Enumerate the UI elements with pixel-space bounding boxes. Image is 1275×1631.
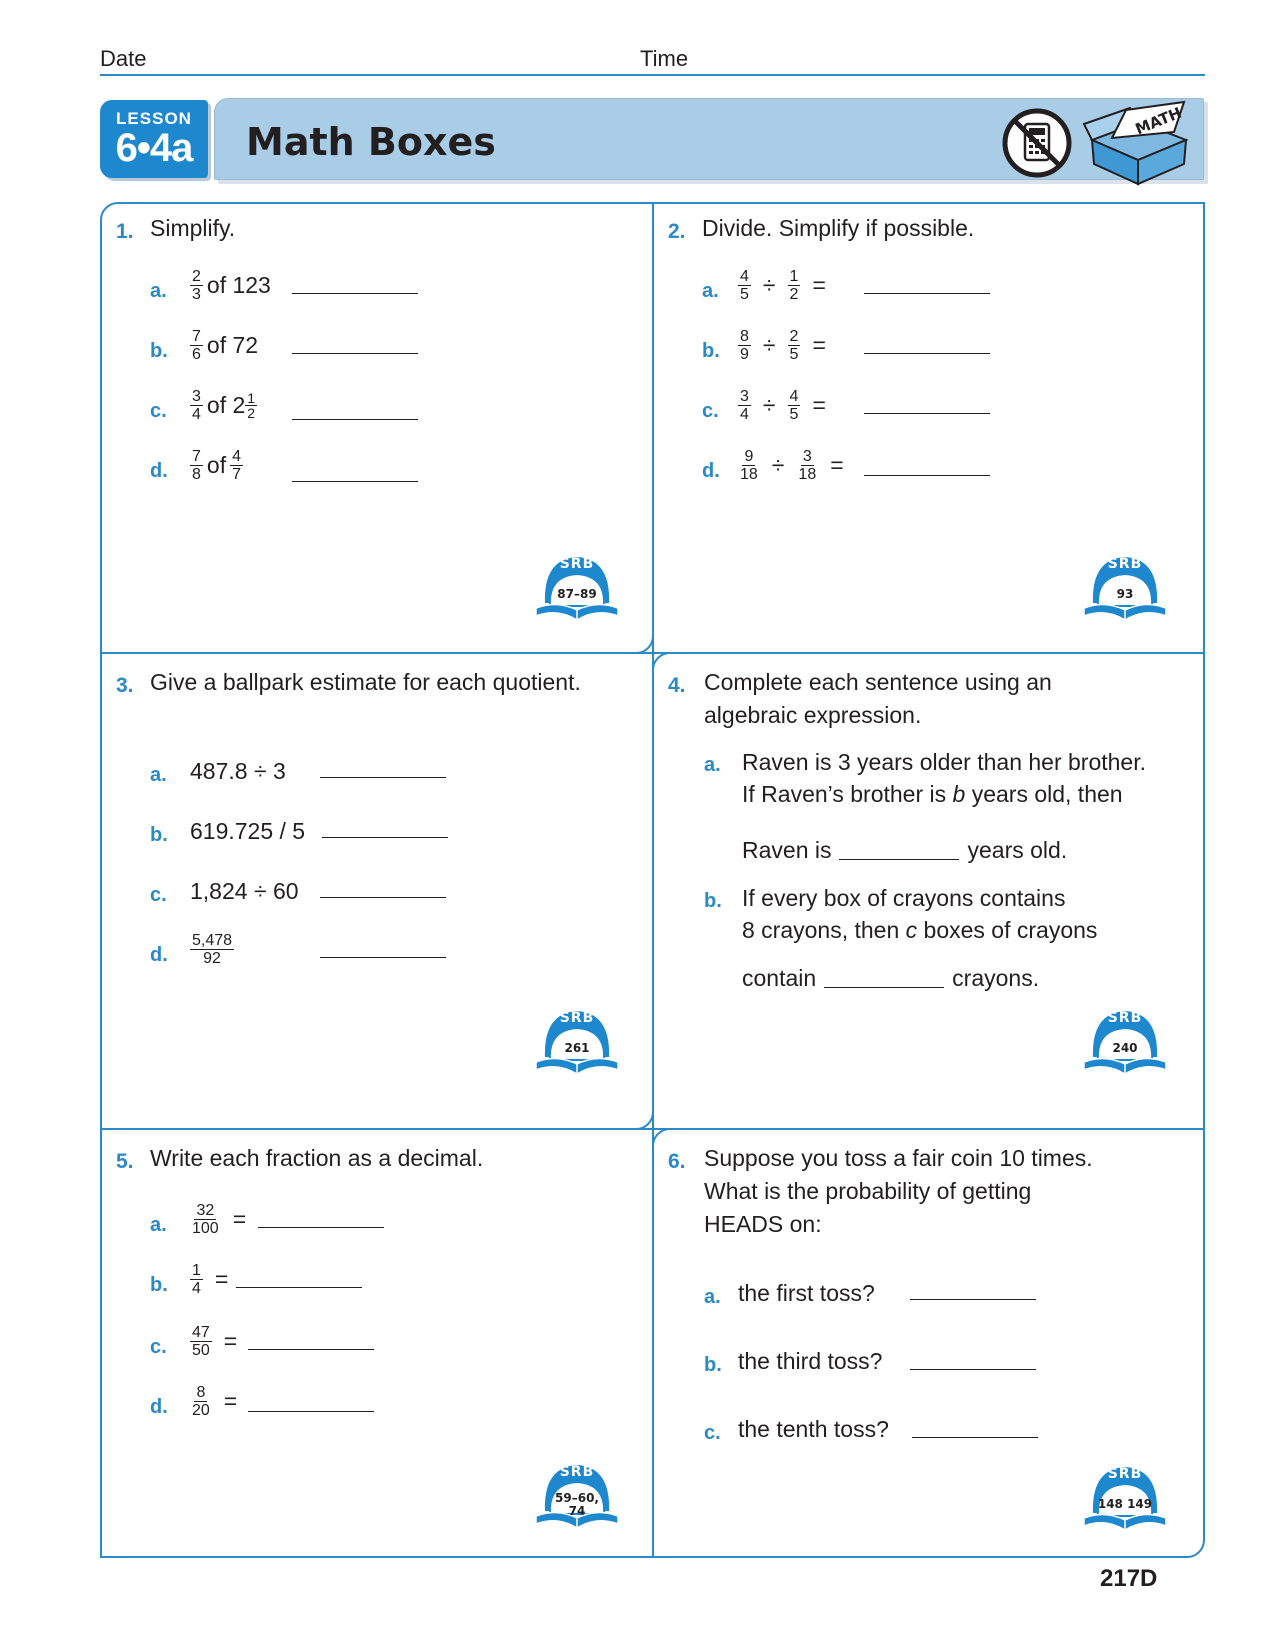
expression: [186, 268, 271, 303]
expression: [738, 1280, 875, 1307]
answer-blank[interactable]: [824, 962, 944, 988]
box-number: 4.: [668, 674, 686, 697]
expression: [186, 932, 238, 967]
page-title: Math Boxes: [246, 120, 496, 164]
answer-blank[interactable]: [320, 896, 446, 898]
fraction: $\frac{2}{5}$: [789, 328, 799, 363]
math-box-logo-icon: [1082, 100, 1202, 186]
box-prompt-line-2: algebraic expression.: [704, 702, 922, 728]
item-label: c.: [150, 400, 167, 422]
item-label: a.: [150, 280, 167, 302]
answer-blank[interactable]: [864, 292, 990, 294]
box-prompt: Simplify.: [150, 215, 236, 241]
item-label: a.: [150, 764, 167, 786]
fraction: $\frac{3}{4}$: [192, 388, 201, 423]
lesson-word: LESSON: [116, 109, 192, 128]
expression-text: the first toss?: [738, 1280, 875, 1306]
expression: [190, 758, 286, 785]
expression: [186, 1324, 245, 1359]
equals-sign: =: [214, 1266, 229, 1292]
srb-label: SRB: [1107, 556, 1143, 572]
box-number: 1.: [116, 220, 134, 243]
srb-label: SRB: [1107, 1466, 1143, 1482]
item-label: a.: [704, 1286, 721, 1308]
srb-label: SRB: [559, 556, 595, 572]
expression: [186, 328, 258, 363]
fraction: $\frac{5,478}{92}$: [192, 932, 233, 967]
fraction: $\frac{1}{4}$: [192, 1262, 201, 1297]
fraction: $\frac{7}{6}$: [192, 328, 201, 363]
answer-blank[interactable]: [864, 474, 990, 476]
expression: [186, 1384, 245, 1419]
fraction: $\frac{4}{7}$: [232, 448, 241, 483]
box-1: [100, 202, 654, 654]
equals-sign: =: [812, 392, 826, 418]
answer-blank[interactable]: [292, 352, 418, 354]
fraction: $\frac{3}{4}$: [740, 388, 749, 423]
answer-blank[interactable]: [248, 1348, 374, 1350]
fraction: $\frac{32}{100}$: [192, 1202, 219, 1237]
answer-blank[interactable]: [236, 1286, 362, 1288]
item-label: b.: [704, 890, 722, 912]
srb-label: SRB: [1107, 1010, 1143, 1026]
box-prompt: Give a ballpark estimate for each quotient.: [150, 669, 581, 695]
equals-sign: =: [812, 332, 826, 358]
fraction: $\frac{47}{50}$: [192, 1324, 210, 1359]
item-label: b.: [150, 340, 168, 362]
sentence-line: If every box of crayons contains: [742, 885, 1066, 911]
srb-reference: [532, 1004, 622, 1080]
srb-pages: 87–89: [557, 587, 597, 601]
srb-pages: 261: [564, 1041, 590, 1055]
answer-blank[interactable]: [258, 1226, 384, 1228]
equals-sign: =: [223, 1388, 238, 1414]
fraction: $\frac{1}{2}$: [789, 268, 799, 303]
expression: [734, 328, 834, 363]
divide-sign: ÷: [762, 272, 776, 298]
srb-pages: 59–60, 74: [555, 1491, 599, 1518]
expression-text: 619.725 / 5: [190, 818, 306, 844]
equals-sign: =: [232, 1206, 247, 1232]
expression-text: the third toss?: [738, 1348, 883, 1374]
expression: [738, 1416, 889, 1443]
answer-blank[interactable]: [910, 1298, 1036, 1300]
item-label: d.: [702, 460, 720, 482]
expression-text: 1,824 ÷ 60: [190, 878, 299, 904]
expression: [186, 388, 261, 423]
no-calculator-icon: [1000, 106, 1074, 180]
lesson-tab: [100, 100, 208, 178]
expression: [190, 878, 299, 905]
time-label: Time: [640, 46, 689, 71]
date-label: Date: [100, 46, 147, 71]
expression: [186, 1262, 236, 1297]
item-label: d.: [150, 944, 168, 966]
sentence-line: contain crayons.: [742, 962, 1039, 995]
box-number: 6.: [668, 1150, 686, 1173]
item-label: b.: [150, 824, 168, 846]
answer-blank[interactable]: [864, 412, 990, 414]
answer-blank[interactable]: [839, 834, 959, 860]
lesson-number: 6•4a: [115, 126, 193, 170]
item-label: b.: [702, 340, 720, 362]
box-4: [652, 652, 1205, 1130]
sentence-line: 8 crayons, then c boxes of crayons: [742, 917, 1098, 943]
box-2: [652, 202, 1205, 654]
item-label: d.: [150, 1396, 168, 1418]
srb-reference: [532, 1458, 622, 1534]
expression: [190, 818, 305, 845]
answer-blank[interactable]: [322, 836, 448, 838]
math-boxes-grid: [100, 202, 1205, 1558]
fraction: $\frac{7}{8}$: [192, 448, 201, 483]
item-label: d.: [150, 460, 168, 482]
variable-b: b: [952, 781, 966, 807]
fraction: $\frac{9}{18}$: [740, 448, 758, 483]
item-label: c.: [704, 1422, 721, 1444]
expression: [734, 448, 852, 483]
item-label: b.: [150, 1274, 168, 1296]
box-5: [100, 1128, 654, 1558]
expression-text: of 123: [206, 272, 271, 298]
srb-reference: [1080, 1004, 1170, 1080]
item-label: a.: [704, 754, 721, 776]
page-number: 217D: [1100, 1565, 1158, 1592]
expression: [738, 1348, 882, 1375]
answer-blank[interactable]: [292, 418, 418, 420]
box-3: [100, 652, 654, 1130]
fraction: $\frac{4}{5}$: [789, 388, 799, 423]
box-number: 2.: [668, 220, 686, 243]
answer-blank[interactable]: [248, 1410, 374, 1412]
expression: [186, 448, 247, 483]
fraction: $\frac{8}{20}$: [192, 1384, 210, 1419]
fraction: $\frac{2}{3}$: [192, 268, 201, 303]
equals-sign: =: [223, 1328, 238, 1354]
answer-blank[interactable]: [320, 776, 446, 778]
expression-text: of 2: [206, 392, 246, 418]
divide-sign: ÷: [762, 332, 776, 358]
answer-blank[interactable]: [864, 352, 990, 354]
box-prompt-line-2: What is the probability of getting: [704, 1178, 1032, 1204]
answer-blank[interactable]: [912, 1436, 1038, 1438]
math-badge-text: MATH: [1132, 103, 1185, 139]
answer-blank[interactable]: [292, 292, 418, 294]
fraction: $\frac{1}{2}$: [247, 390, 256, 421]
date-time-line[interactable]: [100, 74, 1205, 76]
srb-label: SRB: [559, 1010, 595, 1026]
expression: [734, 268, 834, 303]
box-number: 3.: [116, 674, 134, 697]
expression-text: of: [206, 452, 227, 478]
item-label: b.: [704, 1354, 722, 1376]
expression: [186, 1202, 254, 1237]
srb-reference: [532, 550, 622, 626]
divide-sign: ÷: [762, 392, 776, 418]
sentence-line: Raven is 3 years older than her brother.: [742, 749, 1147, 775]
answer-blank[interactable]: [320, 956, 446, 958]
srb-pages: 240: [1112, 1041, 1138, 1055]
item-label: c.: [150, 884, 167, 906]
srb-reference: [1080, 550, 1170, 626]
item-label: a.: [702, 280, 719, 302]
variable-c: c: [905, 917, 918, 943]
srb-reference: [1080, 1460, 1170, 1536]
equals-sign: =: [830, 452, 844, 478]
box-prompt-line-1: Suppose you toss a fair coin 10 times.: [704, 1145, 1093, 1171]
srb-pages: 148 149: [1097, 1497, 1153, 1511]
sentence-line: Raven is years old.: [742, 834, 1067, 867]
item-label: a.: [150, 1214, 167, 1236]
expression-text: the tenth toss?: [738, 1416, 889, 1442]
box-prompt: Divide. Simplify if possible.: [702, 215, 975, 241]
box-number: 5.: [116, 1150, 134, 1173]
fraction: $\frac{4}{5}$: [740, 268, 749, 303]
item-label: c.: [702, 400, 719, 422]
box-prompt-line-3: HEADS on:: [704, 1211, 822, 1237]
box-prompt: Write each fraction as a decimal.: [150, 1145, 484, 1171]
expression-text: of 72: [206, 332, 259, 358]
srb-pages: 93: [1116, 587, 1134, 601]
sentence-line: If Raven’s brother is b years old, then: [742, 781, 1123, 807]
item-label: c.: [150, 1336, 167, 1358]
answer-blank[interactable]: [910, 1368, 1036, 1370]
box-prompt-line-1: Complete each sentence using an: [704, 669, 1052, 695]
divide-sign: ÷: [771, 452, 785, 478]
srb-label: SRB: [559, 1464, 595, 1480]
equals-sign: =: [812, 272, 826, 298]
answer-blank[interactable]: [292, 480, 418, 482]
expression-text: 487.8 ÷ 3: [190, 758, 286, 784]
fraction: $\frac{8}{9}$: [740, 328, 749, 363]
box-6: [652, 1128, 1205, 1558]
fraction: $\frac{3}{18}$: [798, 448, 817, 483]
expression: [734, 388, 834, 423]
